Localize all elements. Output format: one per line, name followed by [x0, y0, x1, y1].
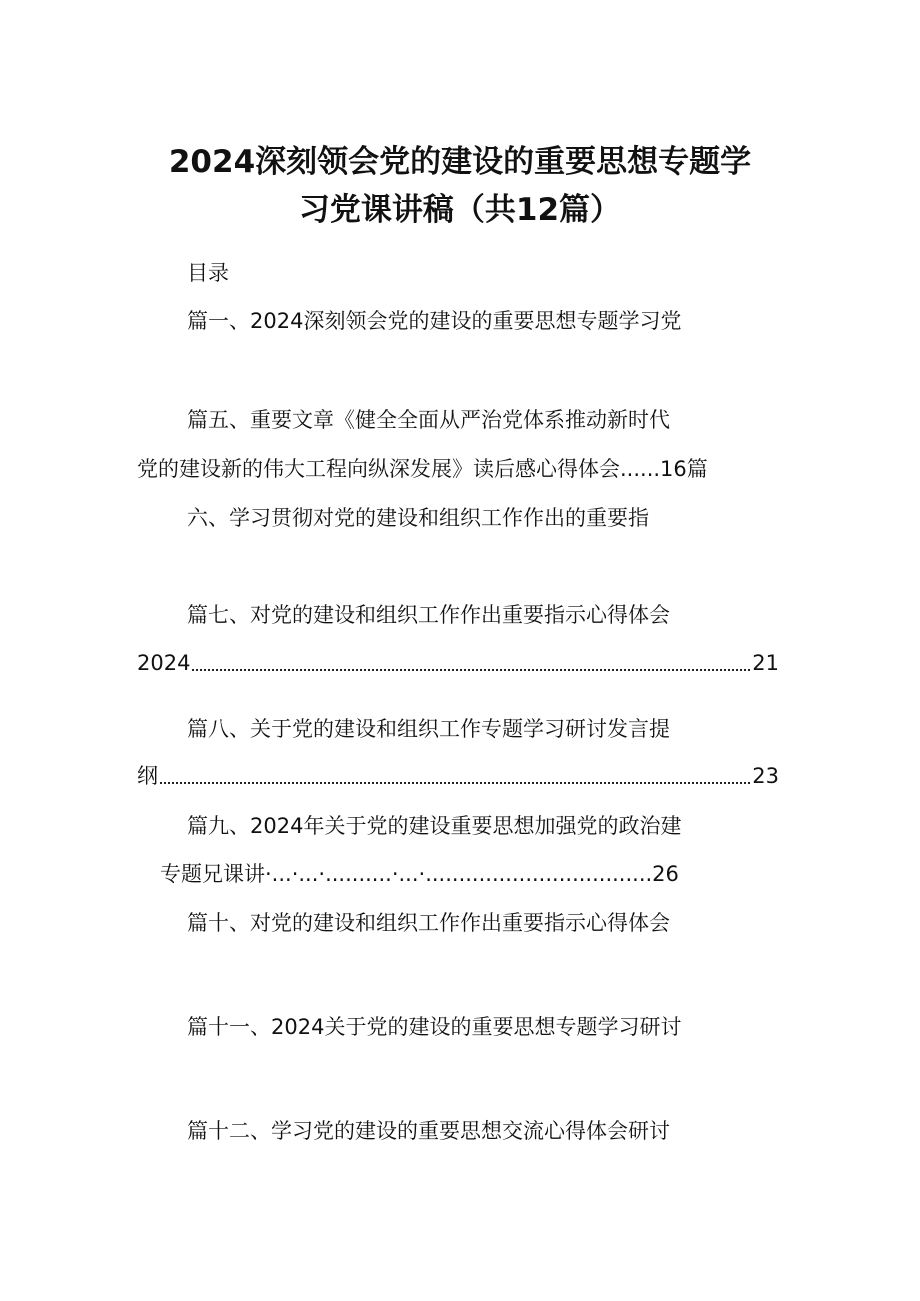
toc-entry-6[interactable]: 六、学习贯彻对党的建设和组织工作作出的重要指 [187, 506, 649, 530]
toc-entry-5-continued[interactable]: 党的建设新的伟大工程向纵深发展》读后感心得体会......16篇 [137, 457, 708, 481]
toc-entry-text: 纲 [137, 764, 158, 788]
toc-entry-text: 2024 [137, 651, 191, 675]
toc-entry-11[interactable]: 篇十一、2024关于党的建设的重要思想专题学习研讨 [187, 1015, 682, 1039]
toc-entry-12[interactable]: 篇十二、学习党的建设的重要思想交流心得体会研讨 [187, 1119, 670, 1143]
document-title-line-1: 2024深刻领会党的建设的重要思想专题学 [168, 144, 752, 180]
toc-entry-8-continued[interactable] [137, 761, 779, 791]
toc-entry-10[interactable]: 篇十、对党的建设和组织工作作出重要指示心得体会 [187, 911, 670, 935]
dot-leader [160, 782, 750, 784]
toc-entry-7[interactable]: 篇七、对党的建设和组织工作作出重要指示心得体会 [187, 603, 670, 627]
toc-entry-1[interactable]: 篇一、2024深刻领会党的建设的重要思想专题学习党 [187, 309, 682, 333]
toc-entry-9[interactable]: 篇九、2024年关于党的建设重要思想加强党的政治建 [187, 814, 682, 838]
toc-page-number: 23 [752, 764, 779, 788]
toc-page-number: 21 [752, 651, 779, 675]
toc-entry-8[interactable]: 篇八、关于党的建设和组织工作专题学习研讨发言提 [187, 717, 670, 741]
toc-entry-7-continued[interactable] [137, 648, 779, 678]
document-title-line-2: 习党课讲稿（共12篇） [298, 192, 622, 228]
toc-heading: 目录 [187, 261, 229, 285]
dot-leader [192, 669, 750, 671]
toc-entry-5[interactable]: 篇五、重要文章《健全全面从严治党体系推动新时代 [187, 408, 670, 432]
toc-entry-9-continued[interactable]: 专题兄课讲·...·...·..........·...·..................................26 [160, 862, 679, 886]
